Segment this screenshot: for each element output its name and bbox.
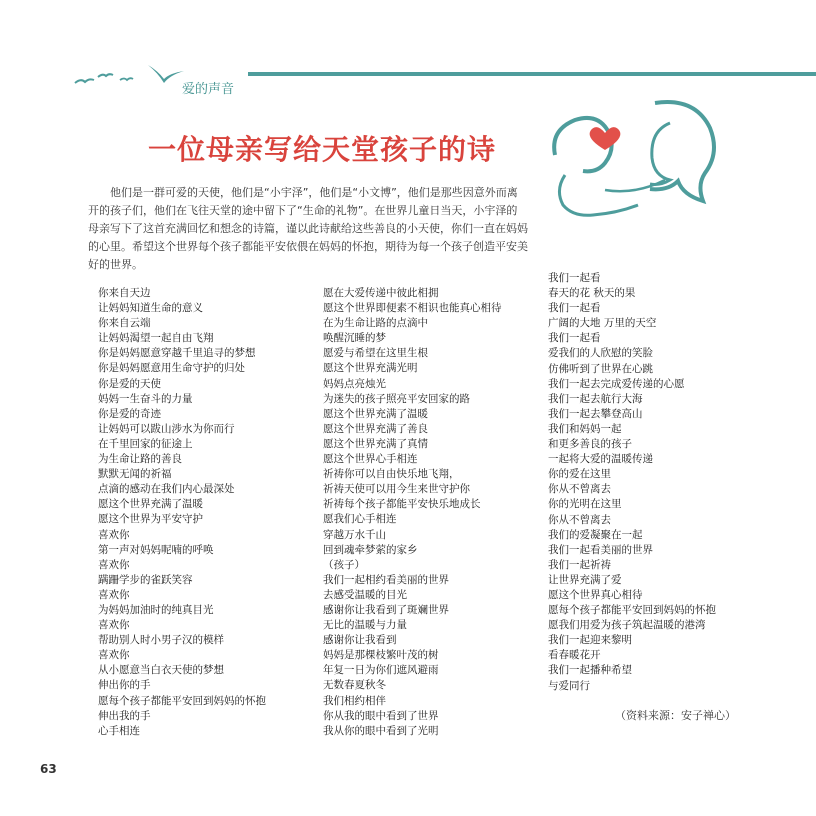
poem-line: 喜欢你 [98, 588, 130, 601]
poem-line: 广阔的大地 万里的天空 [548, 317, 657, 330]
section-label: 爱的声音 [182, 82, 235, 97]
header-rule [248, 72, 816, 76]
poem-column-1 [98, 286, 266, 739]
poem-line: 春天的花 秋天的果 [548, 287, 636, 300]
poem-line: 我们一起看 [548, 332, 601, 345]
poem-line: 爱我们的人欣慰的笑脸 [548, 347, 653, 360]
poem-line: 愿每个孩子都能平安回到妈妈的怀抱 [98, 694, 266, 707]
poem-line: 蹒跚学步的雀跃笑容 [98, 573, 193, 586]
poem-line: 我们和妈妈一起 [548, 422, 622, 435]
poem-line: 我从你的眼中看到了光明 [323, 724, 439, 737]
poem-line: 帮助别人时小男子汉的模样 [98, 634, 224, 647]
poem-line: 愿这个世界为平安守护 [98, 513, 203, 526]
poem-line: 无比的温暖与力量 [323, 619, 407, 632]
poem-line: 祈祷你可以自由快乐地飞翔， [323, 468, 460, 481]
poem-line: 愿这个世界充满了温暖 [98, 498, 203, 511]
poem-line: 愿在大爱传递中彼此相拥 [323, 287, 439, 299]
source-credit: （资料来源：安子禅心） [615, 709, 736, 722]
poem-line: 喜欢你 [98, 649, 130, 662]
poem-line: 感谢你让我看到 [323, 634, 397, 647]
birds-icon [70, 55, 190, 95]
poem-line: 你是妈妈愿意用生命守护的归处 [98, 362, 245, 375]
poem-line: 让妈妈渴望一起自由飞翔 [98, 332, 214, 345]
poem-line: 你来自天边 [98, 287, 151, 299]
poem-line: 点滴的感动在我们内心最深处 [98, 483, 235, 496]
poem-line: 为迷失的孩子照亮平安回家的路 [323, 392, 470, 405]
poem-line: 伸出我的手 [98, 709, 151, 722]
poem-line: 让世界充满了爱 [548, 573, 622, 586]
poem-line: 愿我们用爱为孩子筑起温暖的港湾 [548, 619, 706, 632]
poem-line: 妈妈点亮烛光 [323, 377, 386, 390]
poem-line: 让妈妈可以跋山涉水为你而行 [98, 422, 235, 435]
poem-line: 为妈妈加油时的纯真目光 [98, 603, 214, 616]
poem-line: 默默无闻的祈福 [98, 468, 172, 481]
poem-line: 妈妈一生奋斗的力量 [98, 392, 193, 405]
poem-line: 愿这个世界即便素不相识也能真心相待 [323, 302, 502, 315]
poem-line: 让妈妈知道生命的意义 [98, 302, 203, 315]
poem-line: 愿每个孩子都能平安回到妈妈的怀抱 [548, 604, 716, 617]
poem-line: 愿这个世界真心相待 [548, 588, 643, 601]
poem-line: 你从我的眼中看到了世界 [323, 709, 439, 722]
poem-line: 从小愿意当白衣天使的梦想 [98, 664, 224, 677]
poem-line: 愿这个世界充满了善良 [323, 422, 428, 435]
mother-child-illustration [535, 95, 735, 225]
poem-line: 妈妈是那棵枝繁叶茂的树 [323, 649, 439, 662]
poem-line: 愿这个世界充满了真情 [323, 437, 428, 450]
poem-line: 你的光明在这里 [548, 498, 622, 511]
poem-line: 你从不曾离去 [548, 483, 611, 496]
poem-line: 喜欢你 [98, 528, 130, 541]
poem-line: 我们一起播种希望 [548, 664, 632, 677]
poem-line: 我们一起看 [548, 302, 601, 315]
poem-line: 与爱同行 [548, 679, 590, 692]
poem-line: 你是爱的奇迹 [98, 407, 161, 420]
poem-line: 你是爱的天使 [98, 377, 161, 390]
poem-line: 仿佛听到了世界在心跳 [548, 362, 653, 375]
poem-line: 我们一起去完成爱传递的心愿 [548, 377, 685, 390]
poem-line: 我们一起去攀登高山 [548, 407, 643, 420]
page-title: 一位母亲写给天堂孩子的诗 [148, 133, 497, 166]
poem-line: 祈祷每个孩子都能平安快乐地成长 [323, 498, 481, 511]
poem-line: 第一声对妈妈呢喃的呼唤 [98, 543, 214, 556]
poem-line: 伸出你的手 [98, 679, 151, 692]
poem-line: 唤醒沉睡的梦 [323, 332, 386, 345]
poem-line: 愿我们心手相连 [323, 513, 397, 526]
poem-line: 喜欢你 [98, 619, 130, 632]
poem-line: 愿爱与希望在这里生根 [323, 347, 428, 360]
poem-line: 年复一日为你们遮风避雨 [323, 664, 439, 677]
poem-line: 你是妈妈愿意穿越千里追寻的梦想 [98, 347, 256, 360]
poem-column-3 [548, 271, 716, 694]
poem-line: 我们一起祈祷 [548, 558, 611, 571]
poem-line: 去感受温暖的目光 [323, 588, 407, 601]
poem-line: 愿这个世界心手相连 [323, 453, 418, 466]
poem-line: 心手相连 [98, 724, 140, 737]
poem-line: 在千里回家的征途上 [98, 437, 193, 450]
poem-line: 回到魂牵梦萦的家乡 [323, 543, 418, 556]
poem-line: 我们一起迎来黎明 [548, 634, 632, 647]
poem-line: （孩子） [323, 558, 365, 571]
poem-line: 喜欢你 [98, 558, 130, 571]
poem-line: 愿这个世界充满光明 [323, 362, 418, 375]
poem-line: 你的爱在这里 [548, 468, 611, 481]
poem-line: 你来自云端 [98, 317, 151, 330]
poem-line: 感谢你让我看到了斑斓世界 [323, 603, 449, 616]
poem-column-2 [323, 286, 502, 739]
intro-paragraph: 他们是一群可爱的天使，他们是“小宇泽”，他们是“小文博”，他们是那些因意外而离开的孩子们，他们在飞往天堂的途中留下了“生命的礼物”。在世界儿童日当天，小宇泽的母亲写下了这首充满回忆和想念的诗篇，谨以此诗献给这些善良的小天使，你们一直在妈妈的心里。希望这个世界每个孩子都能平安依偎在妈妈的怀抱，期待为每一个孩子创造平安美好的世界。 [88, 186, 528, 271]
poem-line: 一起将大爱的温暖传递 [548, 453, 653, 466]
poem-line: 我们一起相约看美丽的世界 [323, 573, 449, 586]
page-number: 63 [40, 762, 57, 776]
poem-line: 你从不曾离去 [548, 513, 611, 526]
poem-line: 我们一起看 [548, 272, 601, 284]
poem-line: 我们一起去航行大海 [548, 392, 643, 405]
poem-line: 祈祷天使可以用今生来世守护你 [323, 483, 470, 496]
poem-line: 和更多善良的孩子 [548, 438, 632, 451]
heart-icon [590, 127, 621, 150]
poem-line: 无数春夏秋冬 [323, 679, 386, 692]
poem-line: 为生命让路的善良 [98, 453, 182, 466]
poem-line: 我们一起看美丽的世界 [548, 543, 653, 556]
poem-line: 我们相约相伴 [323, 694, 386, 707]
poem-line: 愿这个世界充满了温暖 [323, 407, 428, 420]
poem-line: 我们的爱凝聚在一起 [548, 528, 643, 541]
poem-line: 在为生命让路的点滴中 [323, 317, 428, 330]
poem-line: 穿越万水千山 [323, 528, 386, 541]
poem-line: 看春暖花开 [548, 649, 601, 662]
